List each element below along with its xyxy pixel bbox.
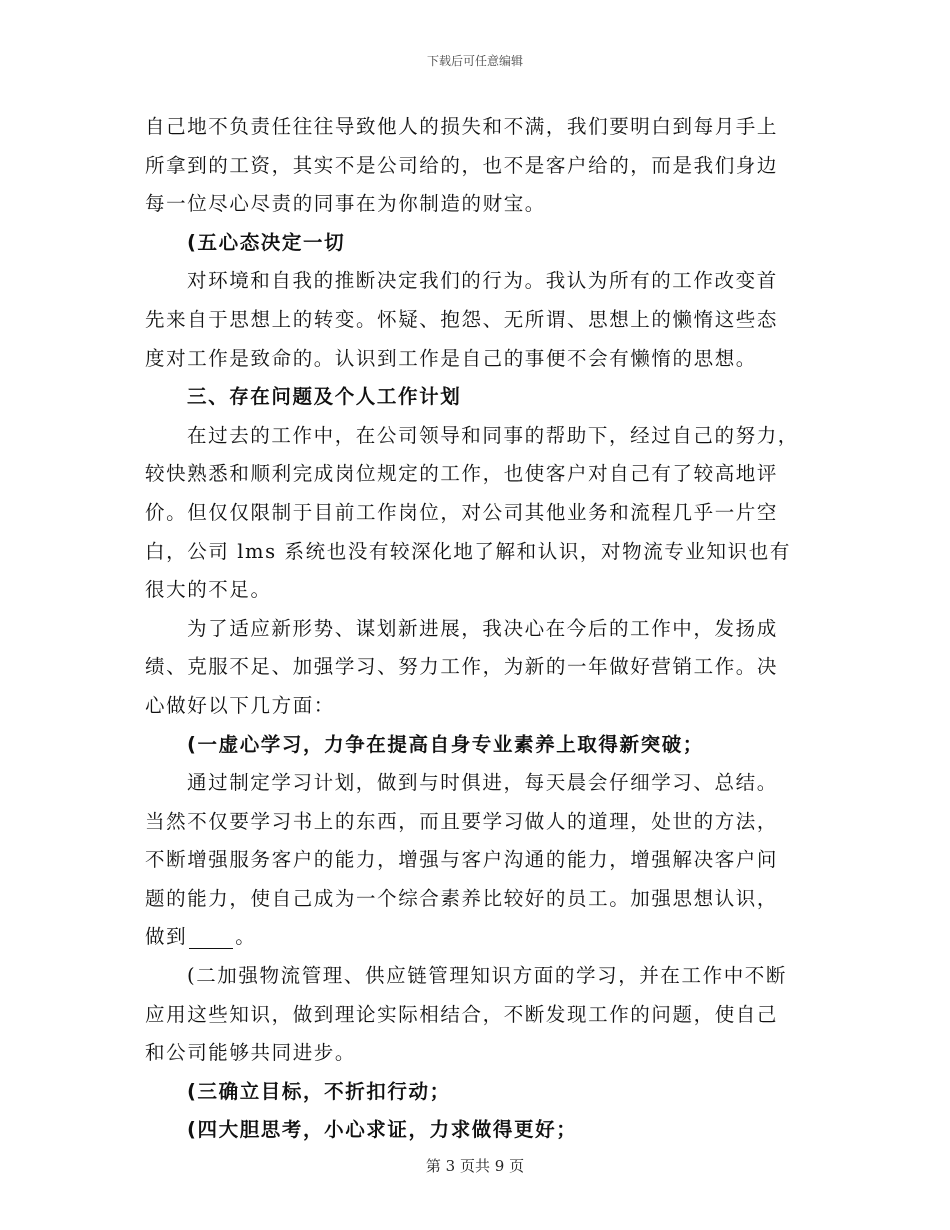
paragraph-line: 度对工作是致命的。认识到工作是自己的事便不会有懒惰的思想。 <box>145 346 757 370</box>
paragraph-text: 。 <box>235 925 257 949</box>
section-heading: (五心态决定一切 <box>187 230 346 254</box>
paragraph-line: 在过去的工作中，在公司领导和同事的帮助下，经过自己的努力， <box>187 423 799 447</box>
paragraph-line: (二加强物流管理、供应链管理知识方面的学习，并在工作中不断 <box>187 964 788 988</box>
paragraph-line: 价。但仅仅限制于目前工作岗位，对公司其他业务和流程几乎一片空 <box>145 500 779 524</box>
paragraph-line: 绩、克服不足、加强学习、努力工作，为新的一年做好营销工作。决 <box>145 655 779 679</box>
paragraph-line: 心做好以下几方面： <box>145 693 335 717</box>
paragraph-line: 应用这些知识，做到理论实际相结合，不断发现工作的问题，使自己 <box>145 1002 779 1026</box>
paragraph-line: 为了适应新形势、谋划新进展，我决心在今后的工作中，发扬成 <box>187 616 778 640</box>
paragraph-line: 很大的不足。 <box>145 578 272 602</box>
paragraph-line: 题的能力，使自己成为一个综合素养比较好的员工。加强思想认识， <box>145 886 779 910</box>
paragraph-text: 做到 <box>145 925 188 949</box>
section-heading: 三、存在问题及个人工作计划 <box>187 385 462 409</box>
paragraph-line: 先来自于思想上的转变。怀疑、抱怨、无所谓、思想上的懒惰这些态 <box>145 307 779 331</box>
paragraph-line: 每一位尽心尽责的同事在为你制造的财宝。 <box>145 192 546 216</box>
paragraph-line: 所拿到的工资，其实不是公司给的，也不是客户给的，而是我们身边 <box>145 153 779 177</box>
paragraph-line: 不断增强服务客户的能力，增强与客户沟通的能力，增强解决客户问 <box>145 848 779 872</box>
paragraph-line: 和公司能够共同进步。 <box>145 1041 357 1065</box>
section-heading: (三确立目标，不折扣行动； <box>187 1079 451 1103</box>
section-heading: (四大胆思考，小心求证，力求做得更好； <box>187 1118 578 1142</box>
page-footer: 第 3 页共 9 页 <box>425 1157 525 1175</box>
paragraph-line <box>145 918 817 957</box>
paragraph-line: 通过制定学习计划，做到与时俱进，每天晨会仔细学习、总结。 <box>187 771 778 795</box>
paragraph-line: 自己地不负责任往往导致他人的损失和不满，我们要明白到每月手上 <box>145 115 779 138</box>
section-heading: (一虚心学习，力争在提高自身专业素养上取得新突破； <box>187 732 704 756</box>
paragraph-line: 当然不仅要学习书上的东西，而且要学习做人的道理，处世的方法， <box>145 809 779 833</box>
document-body <box>145 108 817 1150</box>
page-header: 下载后可任意编辑 <box>426 54 523 68</box>
paragraph-line: 对环境和自我的推断决定我们的行为。我认为所有的工作改变首 <box>187 269 778 293</box>
fill-in-blank <box>189 926 233 949</box>
paragraph-line: 较快熟悉和顺利完成岗位规定的工作，也使客户对自己有了较高地评 <box>145 462 779 486</box>
paragraph-line: 白，公司 lms 系统也没有较深化地了解和认识，对物流专业知识也有 <box>145 539 791 563</box>
